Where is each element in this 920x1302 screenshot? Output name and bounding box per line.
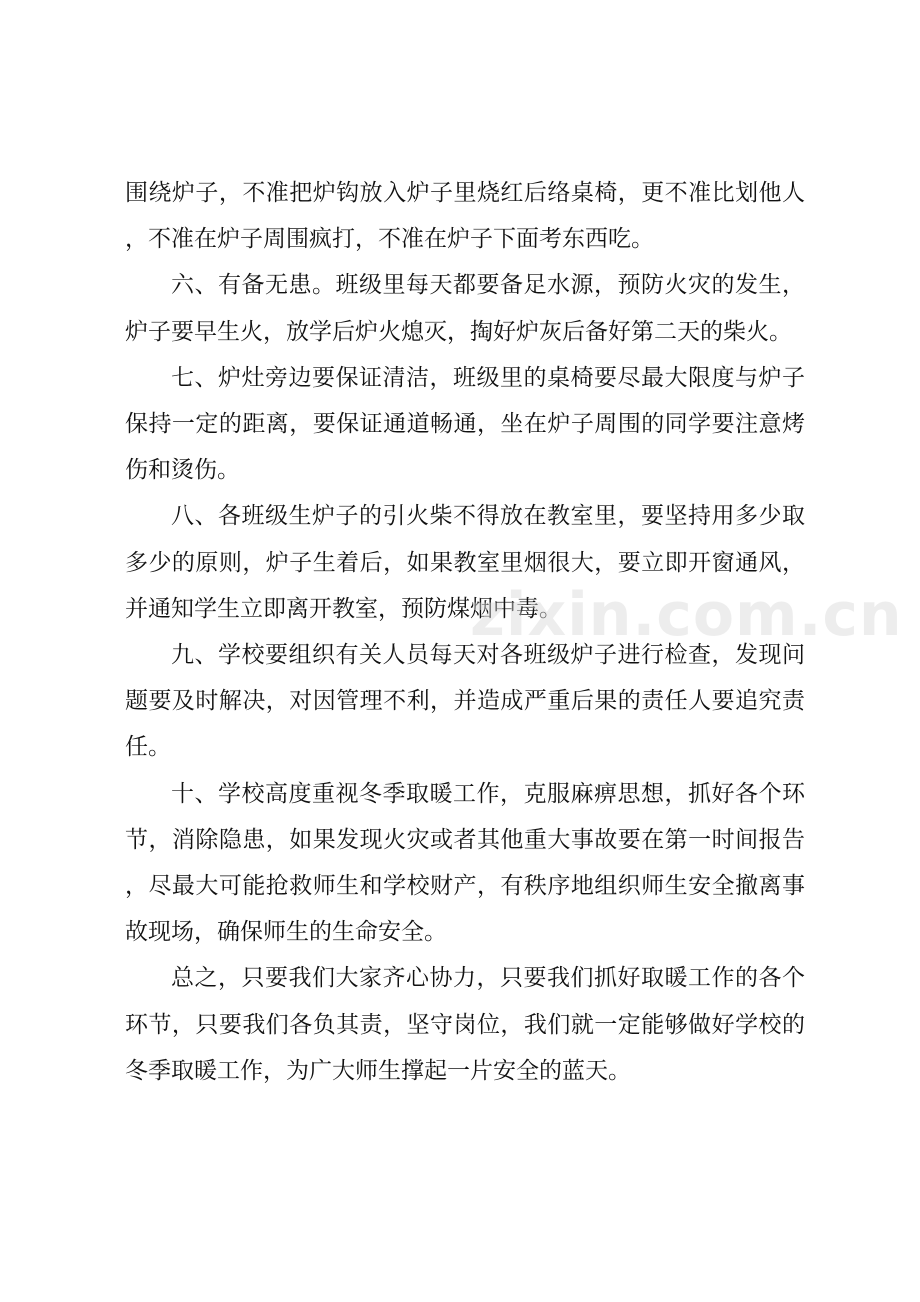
watermark: zixin.com.cn: [470, 580, 903, 650]
paragraph-item-6: 六、有备无患。班级里每天都要备足水源，预防火灾的发生，炉子要早生火，放学后炉火熄灭，掏好炉灰后备好第二天的柴火。: [125, 272, 805, 345]
paragraph-item-10: 十、学校高度重视冬季取暖工作，克服麻痹思想，抓好各个环节，消除隐患，如果发现火灾或者其他重大事故要在第一时间报告，尽最大可能抢救师生和学校财产，有秩序地组织师生安全撤离事故现场，确保师生的生命安全。: [125, 780, 805, 946]
paragraph-item-8: 八、各班级生炉子的引火柴不得放在教室里，要坚持用多少取多少的原则，炉子生着后，如果教室里烟很大，要立即开窗通风，并通知学生立即离开教室，预防煤烟中毒。: [125, 503, 805, 622]
paragraph-continued: 围绕炉子，不准把炉钩放入炉子里烧红后络桌椅，更不准比划他人，不准在炉子周围疯打，不准在炉子下面考东西吃。: [125, 180, 805, 253]
document-body: [125, 170, 805, 1094]
paragraph-item-7: 七、炉灶旁边要保证清洁，班级里的桌椅要尽最大限度与炉子保持一定的距离，要保证通道畅通，坐在炉子周围的同学要注意烤伤和烫伤。: [125, 364, 805, 484]
paragraph-item-9: 九、学校要组织有关人员每天对各班级炉子进行检查，发现问题要及时解决，对因管理不利，并造成严重后果的责任人要追究责任。: [125, 642, 805, 761]
paragraph-conclusion: 总之，只要我们大家齐心协力，只要我们抓好取暖工作的各个环节，只要我们各负其责，坚守岗位，我们就一定能够做好学校的冬季取暖工作，为广大师生撑起一片安全的蓝天。: [125, 965, 805, 1084]
